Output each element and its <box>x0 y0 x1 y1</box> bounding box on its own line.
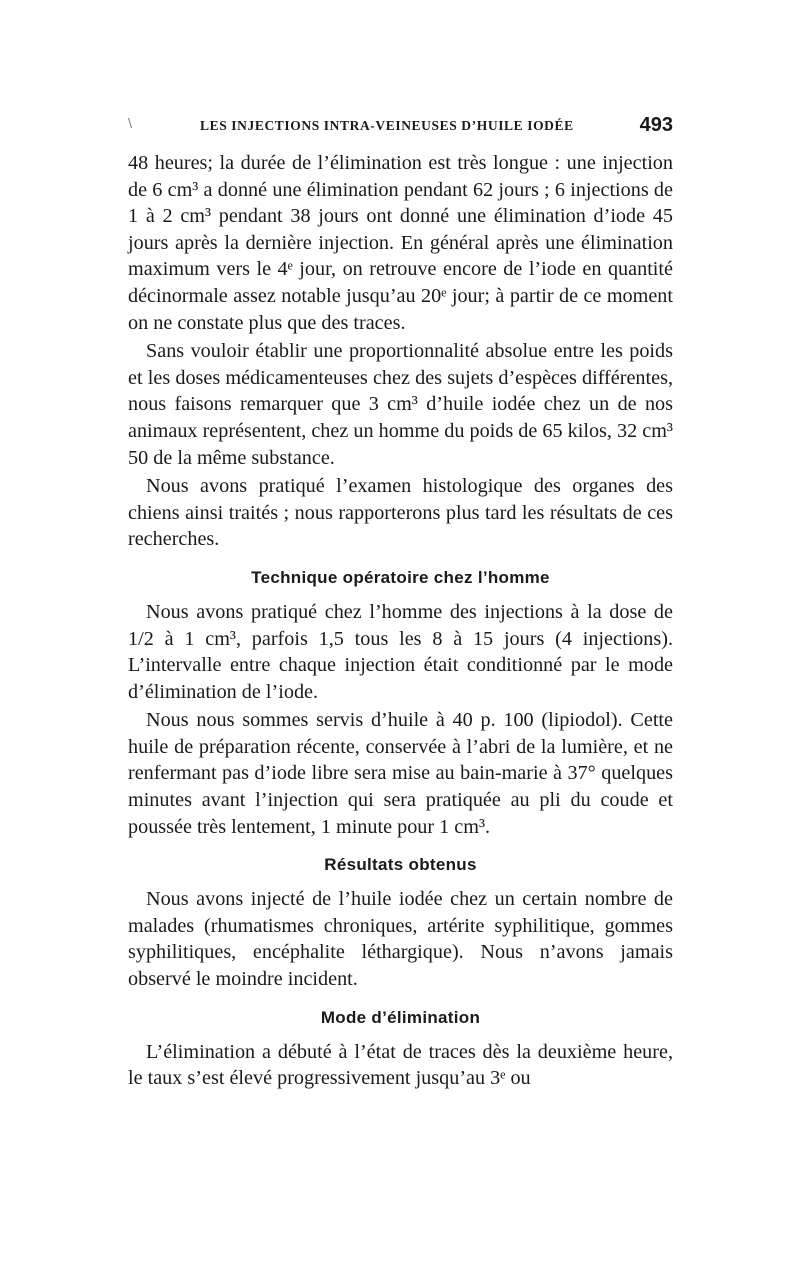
paragraph-continuation: 48 heures; la durée de l’élimination est très longue : une injection de 6 cm³ a donné une élimination pendant 62 jours ; 6 injections de 1 à 2 cm³ pendant 38 jours ont donné une élimination d’iode 45 jours après la dernière injection. En général après une élimination maximum vers le 4ᵉ jour, on retrouve encore de l’iode en quantité décinormale assez notable jusqu’au 20ᵉ jour; à partir de ce moment on ne constate plus que des traces. <box>128 152 673 334</box>
section-heading-technique: Technique opératoire chez l’homme <box>251 567 550 587</box>
margin-mark: \ <box>128 116 133 130</box>
paragraph-preparation: Nous nous sommes servis d’huile à 40 p. 100 (lipiodol). Cette huile de préparation récente, conservée à l’abri de la lumière, et ne renfermant pas d’iode libre sera mise au bain-marie à 37° quelques minutes avant l’injection qui sera pratiquée au pli du coude et poussée très lentement, 1 minute pour 1 cm³. <box>128 709 673 838</box>
page-number: 493 <box>639 114 673 136</box>
paragraph-proportionality: Sans vouloir établir une proportionnalité absolue entre les poids et les doses médicamenteuses chez des sujets d’espèces différentes, nous faisons remarquer que 3 cm³ d’huile iodée chez un de nos animaux représentent, chez un homme du poids de 65 kilos, 32 cm³ 50 de la même substance. <box>128 340 673 469</box>
paragraph-elimination: L’élimination a débuté à l’état de traces dès la deuxième heure, le taux s’est élevé progressivement jusqu’au 3ᵉ ou <box>128 1040 673 1090</box>
section-heading-results: Résultats obtenus <box>324 855 477 875</box>
paragraph-results: Nous avons injecté de l’huile iodée chez un certain nombre de malades (rhumatismes chroniques, artérite syphilitique, gommes syphilitiques, encéphalite léthargique). Nous n’avons jamais observé le moindre incident. <box>128 888 673 991</box>
paragraph-histology: Nous avons pratiqué l’examen histologique des organes des chiens ainsi traités ; nous rapporterons plus tard les résultats de ces recherches. <box>128 475 673 551</box>
page-header <box>128 114 673 140</box>
paragraph-dosage: Nous avons pratiqué chez l’homme des injections à la dose de 1/2 à 1 cm³, parfois 1,5 tous les 8 à 15 jours (4 injections). L’intervalle entre chaque injection était conditionné par le mode d’élimination de l’iode. <box>128 600 673 703</box>
running-title: LES INJECTIONS INTRA-VEINEUSES D’HUILE IODÉE <box>200 118 574 133</box>
section-heading-elimination: Mode d’élimination <box>320 1007 481 1027</box>
body-text <box>128 150 673 1094</box>
